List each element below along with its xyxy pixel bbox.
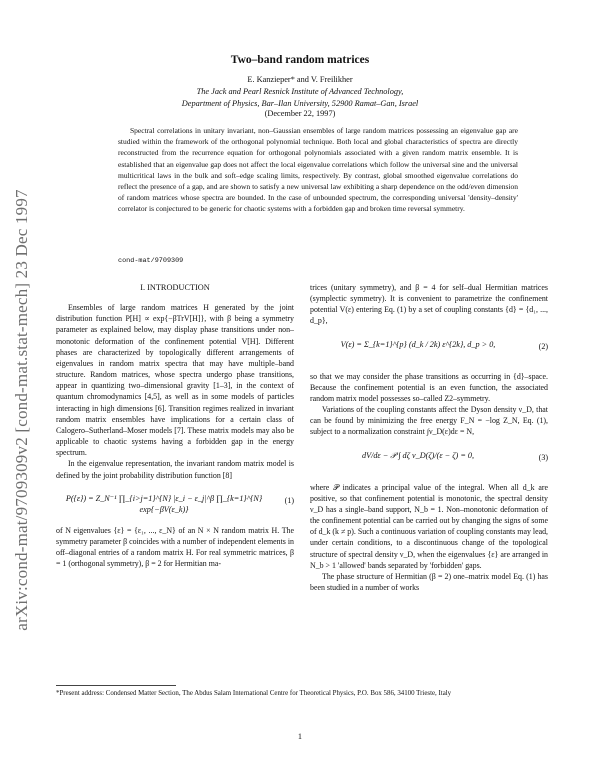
equation-1-number: (1) — [284, 495, 294, 505]
equation-3-number: (3) — [538, 452, 548, 462]
right-column — [310, 282, 548, 593]
right-paragraph-1: trices (unitary symmetry), and β = 4 for self–dual Hermitian matrices (symplectic symmetry). It is convenient to parametrize the confinement potential V(ε) entering Eq. (1) by a set of coupling constants {d} = {d₁, ..., d_p}, — [310, 283, 548, 326]
affiliation-line-1: The Jack and Pearl Resnick Institute of Advanced Technology, — [196, 87, 404, 96]
equation-1 — [56, 485, 294, 519]
intro-paragraph-3: of N eigenvalues {ε} = {ε₁, ..., ε_N} of an N × N random matrix H. The symmetry parameter β coincides with a number of independent elements in off–diagonal entries of a random matrix H. For real symmetric matrices, β = 1 (orthogonal symmetry), β = 2 for Hermitian ma- — [56, 525, 294, 569]
equation-3 — [310, 442, 548, 476]
equation-2 — [310, 331, 548, 365]
arxiv-tag: cond-mat/9709309 — [118, 257, 184, 265]
right-paragraph-5: The phase structure of Hermitian (β = 2) one–matrix model Eq. (1) has been studied in a number of works — [310, 571, 548, 592]
equation-2-number: (2) — [538, 341, 548, 351]
section-heading: I. INTRODUCTION — [140, 283, 210, 292]
footnote-rule — [56, 685, 176, 686]
affiliation-line-2: Department of Physics, Bar–Ilan University, 52900 Ramat–Gan, Israel — [181, 98, 419, 108]
footnote: *Present address: Condensed Matter Section, The Abdus Salam International Centre for Theoretical Physics, P.O. Box 586, 34100 Trieste, Italy — [56, 690, 452, 697]
page-number: 1 — [297, 732, 303, 741]
left-column — [56, 282, 294, 569]
paper-authors: E. Kanzieper* and V. Freilikher — [247, 75, 353, 84]
arxiv-sidebar — [10, 130, 34, 690]
equation-3-body: dV/dε − 𝒫 ∫ dζ ν_D(ζ)/(ε − ζ) = 0, — [361, 450, 475, 460]
equation-2-body: V(ε) = Σ_{k=1}^{p} (d_k / 2k) ε^{2k}, d_p > 0, — [340, 339, 496, 349]
paper-date: (December 22, 1997) — [264, 109, 336, 118]
right-paragraph-4: where 𝒫 indicates a principal value of the integral. When all d_k are positive, so that confinement potential is monotonic, the spectral density ν_D has a single–band support, N_b = 1. Non–monotonic deformation of the confinement potential can be carried out by changing the signs of some of d_k (k ≠ p). Such a continuous variation of coupling constants may lead, under certain conditions, to a discontinuous change of the topological structure of spectral density ν_D, when the eigenvalues {ε} are arranged in N_b > 1 'allowed' bands separated by 'forbidden' gaps. — [310, 482, 548, 570]
equation-1-body: P({ε}) = Z_N⁻¹ ∏_{i>j=1}^{N} |ε_i − ε_j|^β ∏_{k=1}^{N} exp{−βV(ε_k)} — [65, 493, 263, 514]
intro-paragraph-2: In the eigenvalue representation, the invariant random matrix model is defined by the joint probability distribution function [8] — [56, 459, 294, 480]
arxiv-identifier: arXiv:cond-mat/9709309v2 [cond-mat.stat-mech] 23 Dec 1997 — [12, 189, 31, 631]
intro-paragraph-1: Ensembles of large random matrices H generated by the joint distribution function P[H] ∝ exp{−βTrV[H]}, with β being a symmetry parameter as explained below, may display phase transitions under non–monotonic deformation of the confinement potential V[H]. Different phases are characterized by topologically different arrangements of eigenvalues in random matrix spectra that may have multiple–band structure. Random matrices, whose spectra undergo phase transitions, appear in quantizing two–dimensional gravity [1–3], in the context of quantum chromodynamics [4,5], as well as in some models of particles interacting in high dimensions [6]. Transition regimes realized in invariant random matrix ensembles have implications for a certain class of Calogero–Sutherland–Moser models [7]. These matrix models may also be applicable to chaotic systems having a forbidden gap in the energy spectrum. — [56, 303, 294, 458]
right-paragraph-2: so that we may consider the phase transitions as occurring in {d}–space. Because the confinement potential is an even function, the associated random matrix model possesses so–called Z2–symmetry. — [310, 371, 548, 403]
abstract: Spectral correlations in unitary invariant, non–Gaussian ensembles of large random matrices possessing an eigenvalue gap are studied within the framework of the orthogonal polynomial technique. Both local and global characteristics of spectra are directly reconstructed from the recurrence equation for orthogonal polynomials associated with a given random matrix ensemble. It is established that an eigenvalue gap does not affect the local eigenvalue correlations which follow the universal sine and the universal multicritical laws in the bulk and soft–edge scaling limits, respectively. By contrast, global smoothed eigenvalue correlations do reflect the presence of a gap, and are shown to satisfy a new universal law exhibiting a sharp dependence on the odd/even dimension of random matrices whose spectra are bounded. In the case of unbounded spectrum, the corresponding universal 'density–density' correlator is conjectured to be generic for chaotic systems with a forbidden gap and broken time reversal symmetry. — [118, 126, 518, 214]
right-paragraph-3: Variations of the coupling constants affect the Dyson density ν_D, that can be found by minimizing the free energy F_N = −log Z_N, Eq. (1), subject to a normalization constraint ∫ν_D(ε)dε = N, — [310, 405, 548, 437]
paper-affiliation — [0, 86, 600, 109]
paper-title: Two–band random matrices — [230, 54, 370, 66]
